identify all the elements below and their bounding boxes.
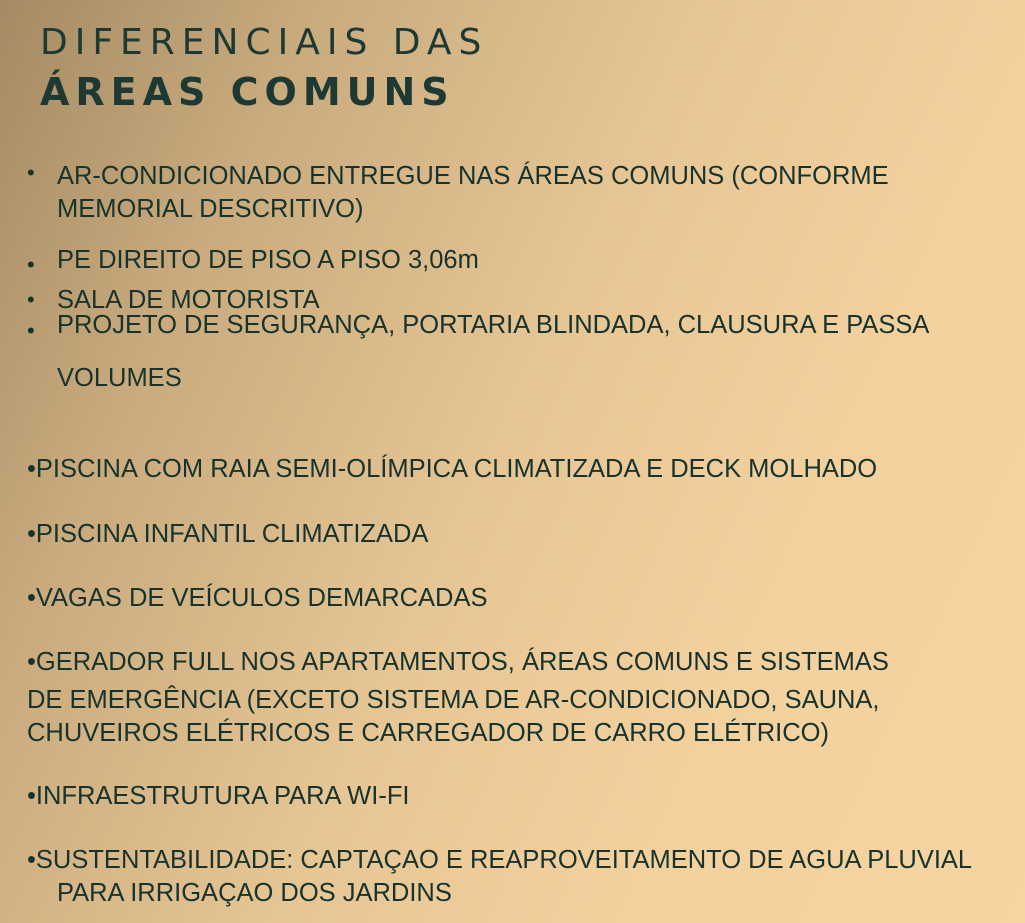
list-item-line: PARA IRRIGAÇAO DOS JARDINS — [57, 879, 452, 907]
list-item-line: •INFRAESTRUTURA PARA WI-FI — [27, 782, 410, 810]
list-item-line: AR-CONDICIONADO ENTREGUE NAS ÁREAS COMUNS (CONFORME — [57, 162, 889, 190]
title-line-2: ÁREAS COMUNS — [40, 70, 455, 114]
list-item-line: •PISCINA INFANTIL CLIMATIZADA — [27, 520, 429, 548]
bullet-dot: • — [27, 318, 35, 343]
list-item-line: •GERADOR FULL NOS APARTAMENTOS, ÁREAS COMUNS E SISTEMAS — [27, 648, 889, 676]
list-item-line: DE EMERGÊNCIA (EXCETO SISTEMA DE AR-CONDICIONADO, SAUNA, — [27, 686, 880, 714]
bullet-dot: • — [27, 160, 35, 185]
title-line-1: DIFERENCIAIS DAS — [40, 22, 489, 63]
bullet-dot: • — [27, 252, 35, 277]
list-item-line: •VAGAS DE VEÍCULOS DEMARCADAS — [27, 584, 488, 612]
list-item-line: •SUSTENTABILIDADE: CAPTAÇAO E REAPROVEITAMENTO DE AGUA PLUVIAL — [27, 846, 973, 874]
list-item-line: MEMORIAL DESCRITIVO) — [57, 195, 364, 223]
list-item-line: VOLUMES — [57, 364, 182, 392]
list-item-line: CHUVEIROS ELÉTRICOS E CARREGADOR DE CARRO ELÉTRICO) — [27, 719, 829, 747]
list-item-line: SALA DE MOTORISTA — [57, 286, 320, 314]
list-item-line: PROJETO DE SEGURANÇA, PORTARIA BLINDADA, CLAUSURA E PASSA — [57, 311, 930, 339]
list-item-line: PE DIREITO DE PISO A PISO 3,06m — [57, 246, 479, 274]
list-item-line: •PISCINA COM RAIA SEMI-OLÍMPICA CLIMATIZADA E DECK MOLHADO — [27, 455, 878, 483]
bullet-dot: • — [27, 287, 35, 312]
